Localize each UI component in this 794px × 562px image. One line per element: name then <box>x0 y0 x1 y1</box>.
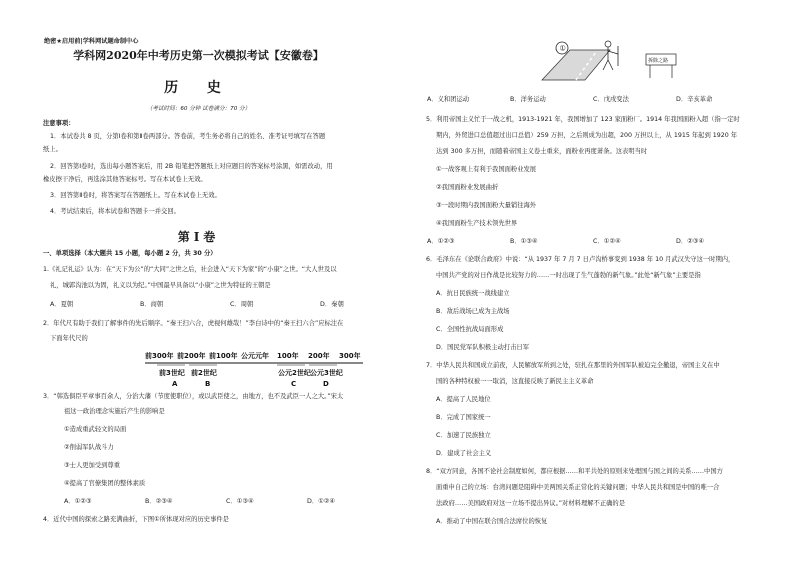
q7-option-c: C．加速了民族独立 <box>436 432 491 439</box>
q5-line-2: 期内，外贸进口总值超过出口总值）259 万担，之后则成为出超，200 万担以上，从 1915 年起到 1920 年 <box>436 132 738 139</box>
q6-option-c: C．全国性抗战局面形成 <box>436 326 504 333</box>
illustration-mark: ① <box>559 44 566 53</box>
q2-line-1: 2．年代尺有助于我们了解事件的先后顺序。“秦王扫六合，虎视何雄哉！”李白诗中的“秦王扫六合”应标注在 <box>43 320 344 327</box>
note-line-2: 2．回答第Ⅰ卷时，选出每小题答案后，用 2B 铅笔把答题纸上对应题目的答案标号涂黑，如需改动，用 <box>50 163 333 170</box>
note-line-1b: 纸上。 <box>43 146 62 153</box>
q4-option-c: C．戊戌变法 <box>593 96 629 103</box>
timeline-label-6: 300年 <box>339 352 361 360</box>
timeline-range-0: 前3世纪 <box>159 369 185 377</box>
q3-line-2: 祖这一政治理念实施后产生的影响是 <box>64 408 165 415</box>
q6-option-b: B．敌后战场已成为主战场 <box>436 308 510 315</box>
notes-heading: 注意事项： <box>43 120 75 127</box>
q3-choice-2: ②削弱军队战斗力 <box>64 444 114 451</box>
timeline-letter-d: D <box>323 380 329 388</box>
timeline-label-3: 公元元年 <box>241 352 269 360</box>
q5-choice-2: ②我国面粉业发展曲折 <box>436 184 499 191</box>
q4-option-a: A．义和团运动 <box>427 96 470 103</box>
q5-choice-1: ①一战客观上有利于我国面粉业发展 <box>436 166 537 173</box>
q1-option-a: A．夏朝 <box>50 301 74 308</box>
timeline-range-2: 公元2世纪 <box>278 369 311 377</box>
q4-option-d: D．辛亥革命 <box>676 96 713 103</box>
exam-info: （考试时间：60 分钟 试卷满分：70 分） <box>146 106 251 112</box>
q7-line-1: 7．中华人民共和国成立前夜，人民解放军所到之处，驻扎在那里的外国军队被迫完全撤退，帝国主义在中 <box>426 362 720 369</box>
exam-title: 学科网2020年中考历史第一次模拟考试【安徽卷】 <box>73 49 324 62</box>
q6-option-d: D．国民党军队积极主动打击日军 <box>436 344 530 351</box>
q4-illustration <box>540 38 685 82</box>
q7-line-2: 国的各种特权被一一取消，这直接反映了新民主主义革命 <box>436 378 594 385</box>
note-line-2b: 橡皮擦干净后，再选涂其他答案标号。写在本试卷上无效。 <box>43 176 207 183</box>
timeline-letter-c: C <box>291 380 297 388</box>
q3-choice-4: ④提高了官僚集团的整体素质 <box>64 480 146 487</box>
q7-option-a: A．提高了人民地位 <box>436 396 491 403</box>
timeline-label-5: 200年 <box>308 352 330 360</box>
q8-line-1: 8．“双方同意，各国不论社会制度如何，都应根据……和平共处的原则来处理国与国之间的关系……中国方 <box>426 468 723 475</box>
q4-line: 4．近代中国的探索之路充满曲折，下图①所体现对应的历史事件是 <box>43 516 229 523</box>
q5-choice-4: ④我国面粉生产技术领先世界 <box>436 220 518 227</box>
illustration-sign: 拆除之路 <box>648 58 669 64</box>
note-line-1: 1．本试卷共 8 页，分第Ⅰ卷和第Ⅱ卷两部分。答卷前，考生务必将自己的姓名、准考证号填写在答题 <box>50 133 326 140</box>
section-title: 第Ⅰ卷 <box>177 230 220 244</box>
subject-title: 历 史 <box>164 80 233 96</box>
q5-line-3: 达到 300 多万担，而随着帝国主义卷土重来，面粉业再度萧条。这表明当时 <box>436 148 648 155</box>
timeline-label-0: 前300年 <box>145 352 174 360</box>
q1-option-c: C．周朝 <box>230 301 254 308</box>
q1-option-d: D．秦朝 <box>320 301 344 308</box>
note-line-4: 4．考试结束后，将本试卷和答题卡一并交回。 <box>50 208 180 215</box>
timeline-label-2: 前100年 <box>209 352 238 360</box>
q6-line-2: 中国共产党的对日作战是比较努力的……一时出现了生气蓬勃的新气象。”此处“新气象”主要是指 <box>436 272 701 279</box>
q3-choice-3: ③士人更加受到尊重 <box>64 462 121 469</box>
q3-line-1: 3．“韩选俱臣平章事百余人，分治大藩（节度使职位），或以武臣使之，由地方，也不及武臣一人之大。”宋太 <box>43 393 344 400</box>
q6-line-1: 6．毛泽东在《论联合政府》中说：“从 1937 年 7 月 7 日卢沟桥事变到 1938 年 10 月武汉失守这一时期内， <box>426 256 735 263</box>
section-intro: 一、单项选择（本大题共 15 小题，每小题 2 分，共 30 分） <box>43 250 217 257</box>
timeline-ruler <box>145 345 370 390</box>
q7-option-b: B．完成了国家统一 <box>436 414 491 421</box>
q5-option-b: B．①③④ <box>510 238 538 245</box>
q8-line-3: 法政府……美国政府对这一立场不提出异议。”对材料理解不正确的是 <box>436 500 626 507</box>
q3-option-b: B．②③④ <box>145 498 173 505</box>
q8-line-2: 面重申自己的立场：台湾问题是阻碍中美两国关系正常化的关键问题；中华人民共和国是中国的唯一合 <box>436 484 720 491</box>
q3-option-c: C．①③④ <box>226 498 254 505</box>
q5-option-c: C．①②④ <box>593 238 621 245</box>
confidential-tag: 绝密★启用前|学科网试题命制中心 <box>44 38 139 45</box>
q2-line-2: 下面年代尺的 <box>50 335 88 342</box>
q1-option-b: B．商朝 <box>140 301 164 308</box>
q3-option-a: A．①②③ <box>64 498 92 505</box>
timeline-letter-a: A <box>172 380 178 388</box>
q5-option-a: A．①②③ <box>427 238 455 245</box>
timeline-letter-b: B <box>205 380 211 388</box>
timeline-label-4: 100年 <box>277 352 299 360</box>
q1-line-1: 1.《礼记礼运》认为：在“天下为公”的“大同”之世之后，社会进入“天下为家”的“小康”之世。“大人世及以 <box>43 266 337 273</box>
q1-line-2: 礼，城郭沟池以为固，礼义以为纪。”中国最早具备以“小康”之世为特征的王朝是 <box>50 282 271 289</box>
q5-choice-3: ③一段时期内我国面粉大量销往海外 <box>436 202 537 209</box>
q8-option-a: A．推动了中国在联合国合法席位的恢复 <box>436 518 548 525</box>
q4-option-b: B．洋务运动 <box>510 96 546 103</box>
q7-option-d: D．建成了社会主义 <box>436 450 492 457</box>
timeline-range-1: 前2世纪 <box>191 369 217 377</box>
note-line-3: 3．回答第Ⅱ卷时，将答案写在答题纸上。写在本试卷上无效。 <box>50 192 221 199</box>
timeline-range-3: 公元3世纪 <box>310 369 343 377</box>
q6-option-a: A．抗日民族统一战线建立 <box>436 290 510 297</box>
q5-line-1: 5．利用帝国主义忙于一战之机，1913-1921 年，我国增加了 123 家面粉厂。1914 年我国面粉入超（指一定时 <box>426 116 740 123</box>
timeline-label-1: 前200年 <box>177 352 206 360</box>
q3-choice-1: ①造成重武轻文的局面 <box>64 426 127 433</box>
q5-option-d: D．②③④ <box>676 238 705 245</box>
q3-option-d: D．①②④ <box>307 498 336 505</box>
